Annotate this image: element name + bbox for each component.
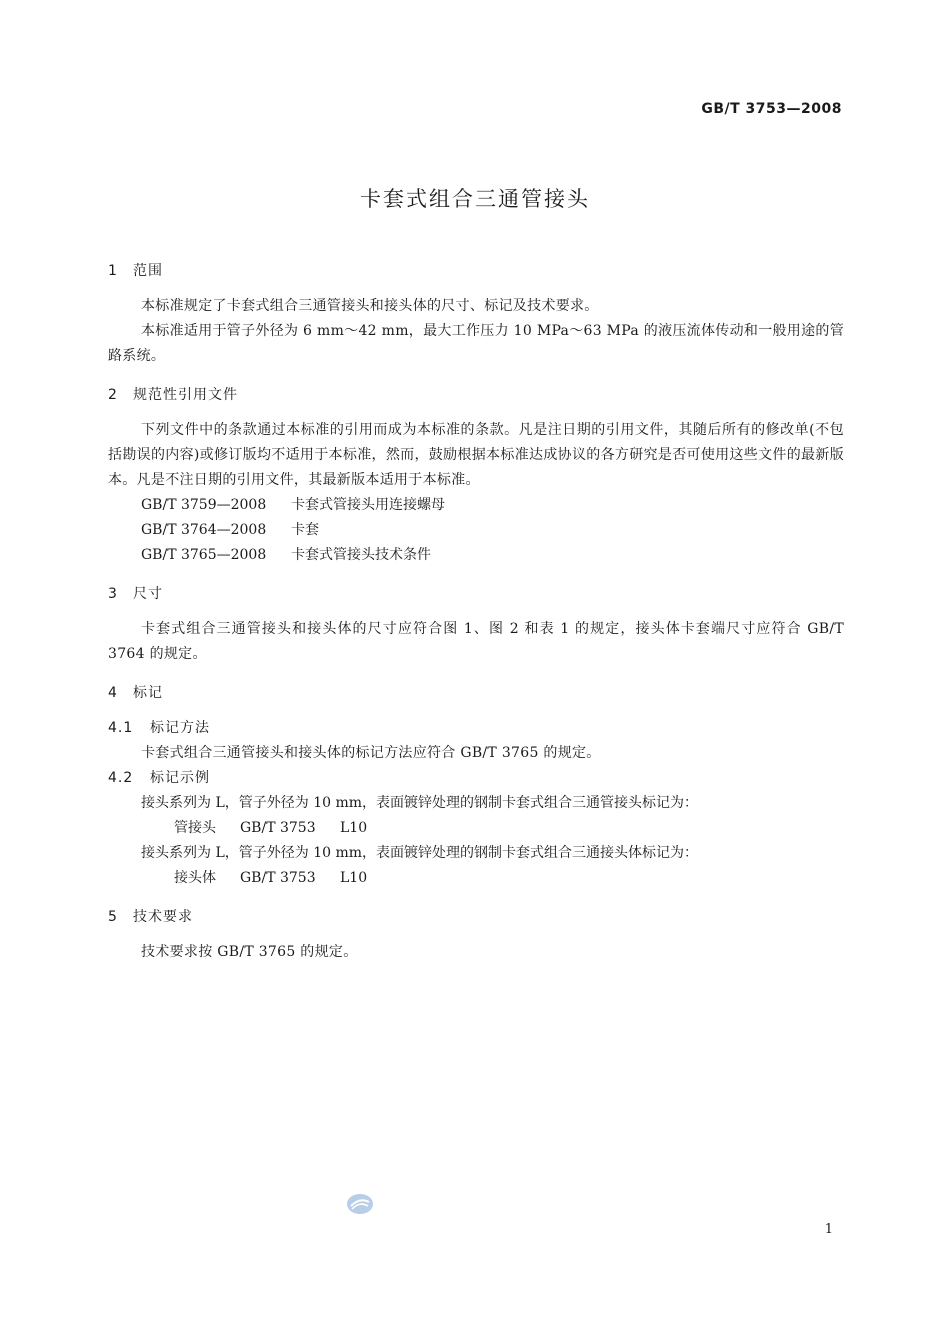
section-number: 2: [108, 387, 118, 403]
section-title: 规范性引用文件: [133, 387, 238, 403]
section-title: 技术要求: [133, 909, 193, 925]
marking-code: GB/T 3753: [240, 870, 316, 886]
section-4-heading: [108, 681, 844, 706]
marking-name: 管接头: [174, 820, 216, 836]
reference-code: GB/T 3759—2008: [141, 497, 267, 513]
example-marking: [108, 866, 844, 891]
paragraph: 卡套式组合三通管接头和接头体的尺寸应符合图 1、图 2 和表 1 的规定，接头体卡套端尺寸应符合 GB/T 3764 的规定。: [108, 621, 844, 662]
section-title: 标记: [133, 685, 163, 701]
example-marking: [108, 816, 844, 841]
subsection-number: 4.1: [108, 720, 134, 736]
subsection-4-1-heading: [108, 716, 844, 741]
subsection-number: 4.2: [108, 770, 134, 786]
reference-code: GB/T 3764—2008: [141, 522, 267, 538]
subsection-4-2-heading: [108, 766, 844, 791]
marking-spec: L10: [340, 820, 368, 836]
document-body: [108, 259, 844, 965]
marking-code: GB/T 3753: [240, 820, 316, 836]
section-title: 范围: [133, 263, 163, 279]
example-description: 接头系列为 L，管子外径为 10 mm，表面镀锌处理的钢制卡套式组合三通管接头标记为：: [141, 795, 699, 811]
section-3-heading: [108, 582, 844, 607]
section-title: 尺寸: [133, 586, 163, 602]
section-2-heading: [108, 383, 844, 408]
paragraph: 下列文件中的条款通过本标准的引用而成为本标准的条款。凡是注日期的引用文件，其随后所有的修改单(不包括勘误的内容)或修订版均不适用于本标准，然而，鼓励根据本标准达成协议的各方研究是否可使用这些文件的最新版本。凡是不注日期的引用文件，其最新版本适用于本标准。: [108, 422, 844, 488]
section-number: 1: [108, 263, 118, 279]
paragraph: 技术要求按 GB/T 3765 的规定。: [141, 944, 358, 960]
section-number: 4: [108, 685, 118, 701]
reference-code: GB/T 3765—2008: [141, 547, 267, 563]
paragraph: 卡套式组合三通管接头和接头体的标记方法应符合 GB/T 3765 的规定。: [141, 745, 601, 761]
section-5-heading: [108, 905, 844, 930]
paragraph: 本标准适用于管子外径为 6 mm～42 mm，最大工作压力 10 MPa～63 MPa 的液压流体传动和一般用途的管路系统。: [108, 323, 844, 364]
paragraph: 本标准规定了卡套式组合三通管接头和接头体的尺寸、标记及技术要求。: [141, 298, 599, 314]
section-number: 5: [108, 909, 118, 925]
document-title: 卡套式组合三通管接头: [360, 187, 590, 211]
publisher-logo-icon: [346, 1193, 374, 1215]
section-number: 3: [108, 586, 118, 602]
reference-name: 卡套式管接头用连接螺母: [291, 497, 445, 513]
reference-item: [108, 518, 844, 543]
reference-name: 卡套: [291, 522, 319, 538]
page-number: 1: [824, 1222, 833, 1237]
reference-item: [108, 543, 844, 568]
section-1-heading: [108, 259, 844, 284]
reference-item: [108, 493, 844, 518]
reference-name: 卡套式管接头技术条件: [291, 547, 431, 563]
standard-code: GB/T 3753—2008: [701, 101, 842, 117]
subsection-title: 标记示例: [150, 770, 210, 786]
marking-name: 接头体: [174, 870, 216, 886]
marking-spec: L10: [340, 870, 368, 886]
example-description: 接头系列为 L，管子外径为 10 mm，表面镀锌处理的钢制卡套式组合三通接头体标记为：: [141, 845, 699, 861]
subsection-title: 标记方法: [150, 720, 210, 736]
